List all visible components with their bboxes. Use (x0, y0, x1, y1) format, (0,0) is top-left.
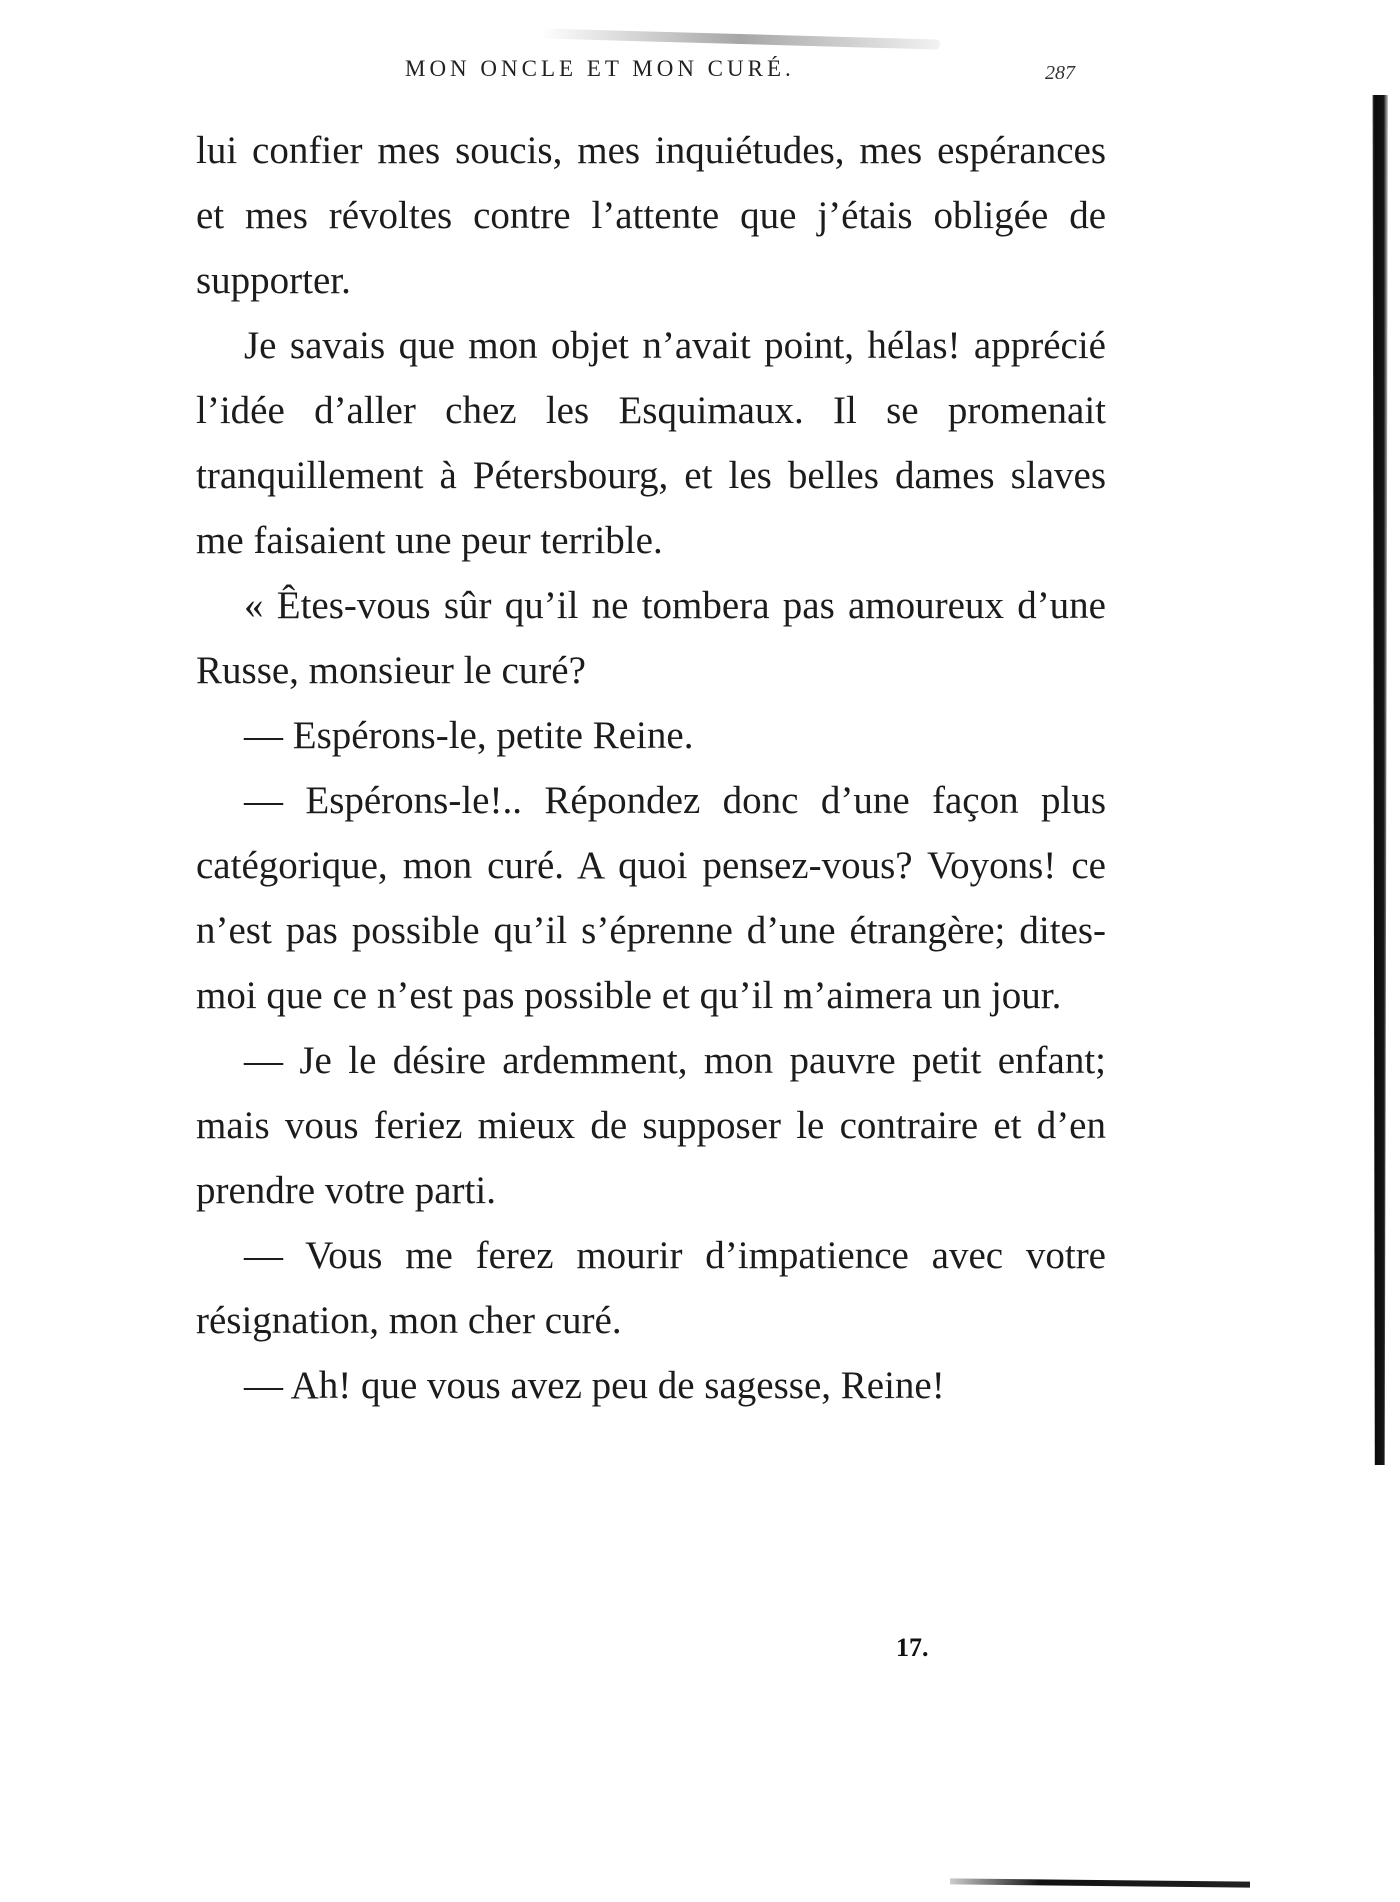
paragraph: lui confier mes soucis, mes inquiétudes, mes espérances et mes révoltes contre l’attente que j’étais obligée de supporter. (196, 129, 1106, 302)
paragraph: — Espérons-le, petite Reine. (244, 714, 694, 757)
paragraph: — Je le désire ardemment, mon pauvre petit enfant; mais vous feriez mieux de supposer le contraire et d’en prendre votre parti. (196, 1039, 1106, 1212)
printer-signature-mark: 17. (896, 1633, 929, 1662)
paragraph: — Vous me ferez mourir d’impatience avec votre résignation, mon cher curé. (196, 1234, 1106, 1342)
scan-edge-shadow (1366, 95, 1388, 1465)
text-body (196, 118, 1106, 1418)
scan-bottom-rule (950, 1878, 1250, 1887)
paragraph: — Ah! que vous avez peu de sagesse, Reine! (244, 1364, 945, 1407)
paragraph: Je savais que mon objet n’avait point, hélas! apprécié l’idée d’aller chez les Esquimaux. Il se promenait tranquillement à Pétersbourg, et les belles dames slaves me faisaient une peur terrible. (196, 324, 1106, 562)
header-scan-smudge (540, 28, 940, 49)
paragraph: « Êtes-vous sûr qu’il ne tombera pas amoureux d’une Russe, monsieur le curé? (196, 584, 1106, 692)
running-header: MON ONCLE ET MON CURÉ. (405, 56, 795, 81)
page-number: 287 (1045, 62, 1075, 84)
paragraph: — Espérons-le!.. Répondez donc d’une façon plus catégorique, mon curé. A quoi pensez-vous? Voyons! ce n’est pas possible qu’il s’éprenne d’une étrangère; dites-moi que ce n’est pas possible et qu’il m’aimera un jour. (196, 779, 1106, 1017)
